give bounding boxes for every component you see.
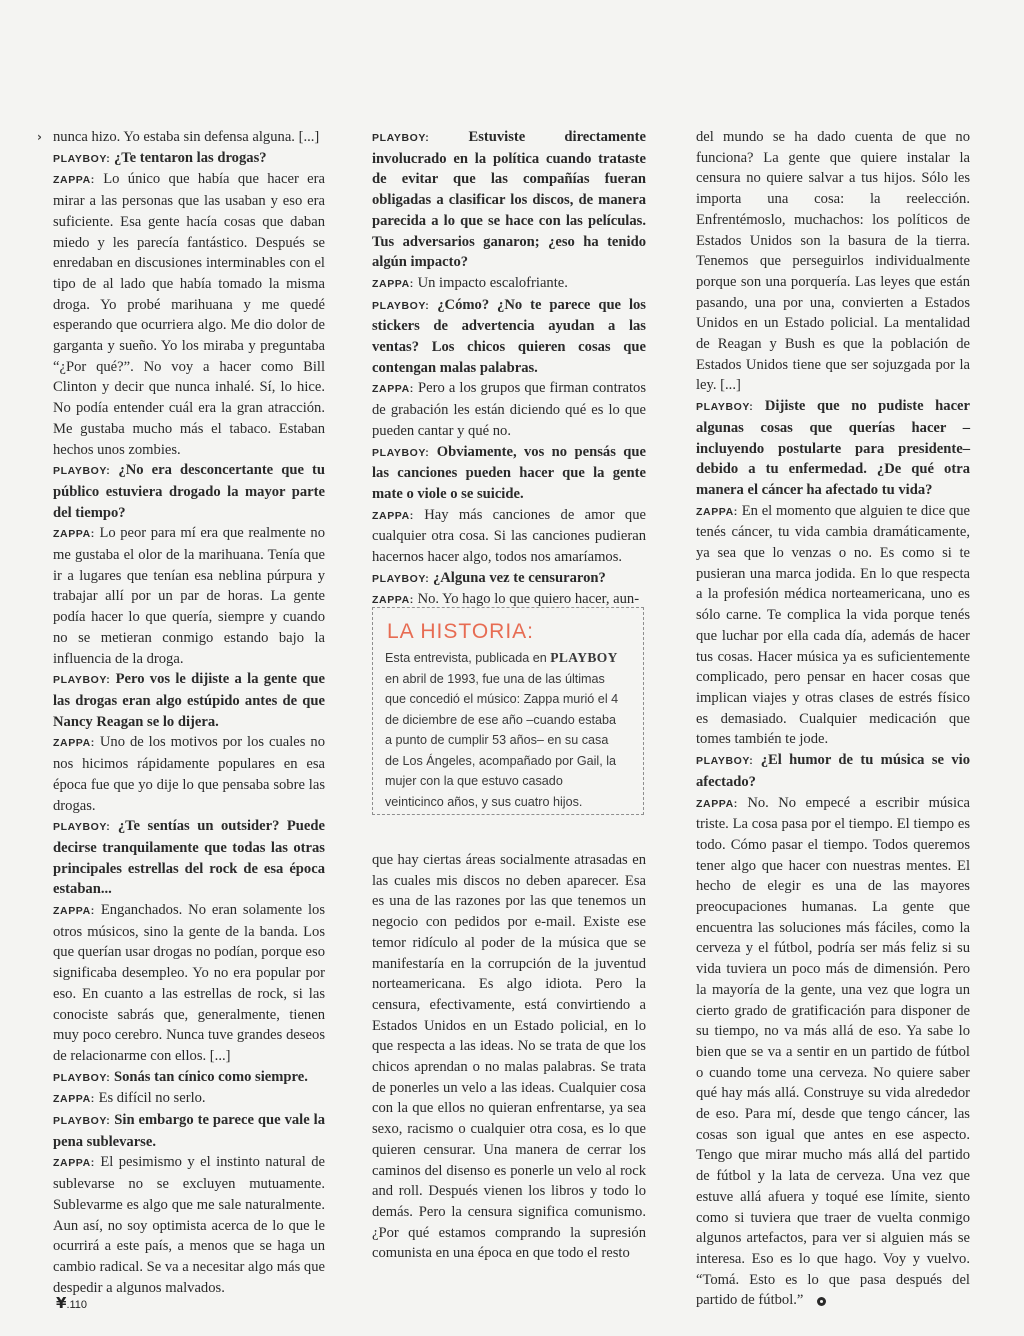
speaker-label: PLAYBOY: bbox=[372, 446, 430, 459]
sidebar-text bbox=[385, 648, 625, 812]
speaker-label: ZAPPA: bbox=[53, 174, 95, 187]
question-text: ¿Cómo? ¿No te parece que los stickers de advertencia ayudan a las ventas? Los chicos quieren cosas que contengan malas palabras. bbox=[372, 296, 646, 376]
interview-entry bbox=[53, 669, 325, 732]
question-text: Obviamente, vos no pensás que las canciones pueden hacer que la gente mate o viole o se suicide. bbox=[372, 443, 646, 502]
speaker-label: ZAPPA: bbox=[372, 509, 414, 522]
answer-text: En el momento que alguien te dice que tenés cáncer, tu vida cambia dramáticamente, ya sea que lo venzas o no. Es como si te pusieran una marca jodida. En lo que respecta a la profesión médica norteamericana, uno es sólo carne. Te complica la vida porque tenés que luchar por ella cada día, además de hacer tus cosas. Hacer música ya es suficientemente complicado, pero pensar en hacer cosas que implican viajes y otras clases de estrés físico es demasiado. Cualquier medicación que tomes también te jode. bbox=[696, 502, 971, 748]
speaker-label: PLAYBOY: bbox=[696, 755, 754, 768]
column-2-continuation-text: que hay ciertas áreas socialmente atrasadas en las cuales mis discos no deben aparecer. Esa es una de las razones por las que tenemos un negocio con pedidos por e-mail. Existe ese temor ridículo al poder de la música que se manifestaría en la corrupción de la juventud norteamericana. Es algo idiota. Pero la censura, efectivamente, está convirtiendo a Estados Unidos en un Estado policial, en lo que respecta a las ideas. No se trata de que los chicos aprendan o no malas palabras. Se trata de ponerles un velo a las ideas. Cualquier cosa con la que ellos no quieran enfrentarse, ya sea sexo, racismo o cualquier otra cosa, es lo que quieren censurar. Una manera de cerrar los caminos del disenso es ponerle un velo al rock and roll. Después vienen los libros y todo lo demás. Pero la censura significa comunismo. ¿Por qué estamos comprando la supresión comunista en una época en que todo el resto bbox=[372, 852, 646, 1262]
speaker-label: PLAYBOY: bbox=[53, 1071, 111, 1084]
interview-entry bbox=[696, 750, 970, 792]
interview-entry bbox=[53, 1067, 325, 1089]
interview-entry bbox=[53, 1110, 325, 1152]
answer-text: Uno de los motivos por los cuales no nos hicimos rápidamente populares en esa época fue que yo dije lo que pensaba sobre las drogas. bbox=[53, 734, 325, 814]
question-text: ¿Alguna vez te censuraron? bbox=[432, 569, 606, 586]
end-mark-icon bbox=[817, 1297, 826, 1306]
interview-entry bbox=[696, 396, 970, 501]
interview-entry bbox=[53, 523, 325, 669]
continuation-arrow-icon: › bbox=[37, 130, 42, 144]
sidebar-text-after: en abril de 1993, fue una de las últimas que concedió el músico: Zappa murió el 4 de diciembre de ese año –cuando estaba a punto de cumplir 53 años– en su casa de Los Ángeles, acompañado por Gail, la mujer con la que estuvo casado veinticinco años, y sus cuatro hijos. bbox=[385, 671, 619, 809]
question-text: Pero vos le dijiste a la gente que las drogas eran algo estúpido antes de que Nancy Reagan se lo dijera. bbox=[53, 671, 326, 730]
answer-text: No. No empecé a escribir música triste. La cosa pasa por el tiempo. El tiempo es todo. Cómo pasar el tiempo. Todos queremos tener algo que hacer con nuestras mentes. El hecho de elegir es una de las mayores preocupaciones humanas. La gente que encuentra las soluciones más fáciles, como la cerveza y el fútbol, podría ser más feliz si su vida tuviera un poco más de dimensión. Pero la mayoría de la gente, una vez que logra un cierto grado de gratificación para disponer de su tiempo, no va más allá de eso. Ya sabe lo bien que se va a sentir en un partido de fútbol o cuando tome una cerveza. No quiere saber qué hay más allá. Construye su vida alrededor de eso. Para mí, desde que tengo cáncer, las cosas son igual que antes en ese aspecto. Tengo que mirar mucho más allá del partido de fútbol y la lata de cerveza. Una vez que estuve allá afuera y toqué ese límite, siento como si tuviera que traer de vuelta conmigo algunos artefactos, para ver si alguien más se interesa. Eso es lo que hago. Voy y vuelvo. “Tomá. Esto es lo que pasa después del partido de fútbol.” bbox=[696, 794, 970, 1309]
speaker-label: ZAPPA: bbox=[372, 594, 414, 607]
speaker-label: ZAPPA: bbox=[53, 737, 95, 750]
answer-text: El pesimismo y el instinto natural de sublevarse no se excluyen mutuamente. Sublevarme es algo que me sale naturalmente. Aun así, no soy optimista acerca de lo que le ocurrirá a este país, a menos que se haga un cambio radical. Se va a necesitar algo más que despedir a algunos malvados. bbox=[53, 1154, 326, 1296]
column-2 bbox=[372, 127, 646, 611]
answer-text: Lo peor para mí era que realmente no me gustaba el olor de la marihuana. Tenía que ir a lugares que tenían esa neblina púrpura y trabajar allí por un par de horas. La gente podía hacer lo que quería, siempre y cuando no se metieran conmigo estando bajo la influencia de la droga. bbox=[53, 525, 325, 667]
sidebar-brand: PLAYBOY bbox=[550, 650, 618, 665]
speaker-label: ZAPPA: bbox=[372, 277, 414, 290]
history-sidebar bbox=[372, 607, 644, 815]
question-text: ¿No era desconcertante que tu público estuviera drogado la mayor parte del tiempo? bbox=[53, 462, 326, 521]
question-text: Estuviste directamente involucrado en la política cuando trataste de evitar que las compañías fueran obligadas a clasificar los discos, de manera parecida a lo que se hace con las películas. Tus adversarios ganaron; ¿eso ha tenido algún impacto? bbox=[372, 129, 646, 271]
speaker-label: ZAPPA: bbox=[696, 505, 738, 518]
sidebar-title: LA HISTORIA: bbox=[387, 620, 534, 643]
column-3-entries bbox=[696, 396, 970, 1311]
speaker-label: PLAYBOY: bbox=[372, 132, 430, 144]
column-2-entries bbox=[372, 127, 646, 611]
speaker-label: ZAPPA: bbox=[696, 797, 738, 810]
column-2-continuation bbox=[372, 850, 646, 1264]
playboy-logo-icon: ¥ bbox=[56, 1294, 67, 1312]
page-number: .110 bbox=[66, 1299, 88, 1311]
speaker-label: PLAYBOY: bbox=[53, 465, 111, 478]
answer-text: Un impacto escalofriante. bbox=[417, 274, 568, 291]
interview-entry bbox=[53, 148, 325, 170]
question-text: ¿Te tentaron las drogas? bbox=[113, 149, 267, 166]
speaker-label: ZAPPA: bbox=[53, 905, 95, 918]
answer-text: Es difícil no serlo. bbox=[98, 1090, 206, 1107]
interview-entry bbox=[696, 793, 970, 1312]
column-3 bbox=[696, 127, 970, 1311]
answer-text: Pero a los grupos que firman contratos de grabación les están diciendo qué es lo que pueden cantar y qué no. bbox=[372, 380, 646, 439]
interview-entry bbox=[53, 732, 325, 816]
column-1 bbox=[53, 127, 325, 1298]
question-text: Sonás tan cínico como siempre. bbox=[113, 1068, 308, 1085]
answer-text: Enganchados. No eran solamente los otros músicos, sino la gente de la banda. Los que querían usar drogas no podían, porque eso significaba desempleo. Yo no era popular por eso. En cuanto a las estrellas de rock, si las conociste sabrás que, generalmente, tienen muy poco cerebro. Nunca tuve grandes deseos de relacionarme con ellos. [...] bbox=[53, 902, 325, 1064]
interview-entry bbox=[53, 1088, 325, 1110]
page-folio bbox=[56, 1294, 87, 1312]
question-text: ¿Te sentías un outsider? Puede decirse tranquilamente que todas las otras principales estrellas del rock de esa época estaban... bbox=[53, 818, 325, 898]
speaker-label: PLAYBOY: bbox=[372, 572, 430, 585]
answer-text: No. Yo hago lo que quiero hacer, aun- bbox=[417, 591, 640, 608]
speaker-label: ZAPPA: bbox=[53, 528, 95, 541]
speaker-label: PLAYBOY: bbox=[53, 152, 111, 165]
speaker-label: PLAYBOY: bbox=[53, 1115, 111, 1128]
answer-text: Hay más canciones de amor que cualquier otra cosa. Si las canciones pudieran hacernos hacer algo, todos nos amaríamos. bbox=[372, 506, 646, 566]
question-text: ¿El humor de tu música se vio afectado? bbox=[696, 752, 970, 790]
speaker-label: ZAPPA: bbox=[372, 383, 414, 396]
column-1-entries bbox=[53, 148, 325, 1299]
interview-entry bbox=[696, 501, 970, 750]
interview-entry bbox=[372, 568, 646, 590]
interview-entry bbox=[53, 460, 325, 523]
interview-entry bbox=[372, 378, 646, 441]
interview-entry bbox=[372, 273, 646, 295]
speaker-label: ZAPPA: bbox=[53, 1157, 95, 1170]
interview-entry bbox=[53, 169, 325, 460]
interview-entry bbox=[53, 1152, 325, 1298]
speaker-label: PLAYBOY: bbox=[372, 299, 430, 312]
column-1-lead: nunca hizo. Yo estaba sin defensa alguna. [...] bbox=[53, 129, 320, 145]
interview-entry bbox=[372, 127, 646, 273]
sidebar-text-before: Esta entrevista, publicada en bbox=[385, 651, 551, 665]
interview-entry bbox=[53, 900, 325, 1067]
interview-entry bbox=[372, 505, 646, 568]
speaker-label: PLAYBOY: bbox=[53, 674, 111, 687]
speaker-label: PLAYBOY: bbox=[696, 401, 754, 414]
speaker-label: ZAPPA: bbox=[53, 1093, 95, 1106]
question-text: Dijiste que no pudiste hacer algunas cosas que querías hacer –incluyendo postularte para presidente– debido a tu enfermedad. ¿De qué otra manera el cáncer ha afectado tu vida? bbox=[696, 398, 970, 498]
question-text: Sin embargo te parece que vale la pena sublevarse. bbox=[53, 1112, 325, 1150]
interview-entry bbox=[53, 816, 325, 900]
speaker-label: PLAYBOY: bbox=[53, 821, 111, 834]
interview-entry bbox=[372, 442, 646, 505]
answer-text: Lo único que había que hacer era mirar a las personas que las usaban y eso era suficiente. Esa gente hacía cosas que daban miedo y les parecía fantástico. Después se enredaban en discusiones interminables con el tipo de al lado que había tomado la misma droga. Yo probé marihuana y me quedé esperando que ocurriera algo. Me dio dolor de garganta y sueño. Yo los miraba y preguntaba “¿Por qué?”. No voy a hacer como Bill Clinton y decir que nunca inhalé. Sí, lo hice. No podía entender cuál era la gran atracción. Me gustaba mucho más el tabaco. Estaban hechos unos zombies. bbox=[53, 171, 325, 458]
column-3-lead: del mundo se ha dado cuenta de que no funciona? La gente que quiere instalar la censura no quiere salvar a tus hijos. Sólo les importa una cosa: la reelección. Enfrentémoslo, muchachos: los políticos de Estados Unidos son la basura de la tierra. Tenemos que perseguirlos individualmente porque son una porquería. Las leyes que están pasando, una por una, convierten a Estados Unidos en un Estado policial. La mentalidad de Reagan y Bush es que la población de Estados Unidos tiene que ser sojuzgada por la ley. [...] bbox=[696, 129, 970, 394]
interview-entry bbox=[372, 295, 646, 379]
